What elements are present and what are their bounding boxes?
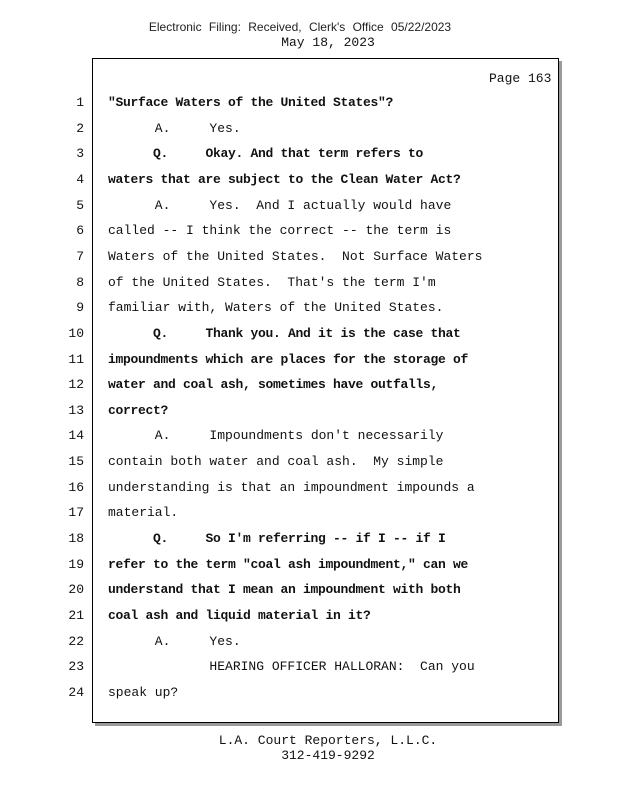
line-number: 7 xyxy=(76,249,84,264)
line-number: 19 xyxy=(68,557,84,572)
transcript-line: Q. So I'm referring -- if I -- if I xyxy=(108,531,446,546)
transcript-line: understand that I mean an impoundment with both xyxy=(108,582,461,597)
transcript-line: HEARING OFFICER HALLORAN: Can you xyxy=(108,659,475,674)
line-number: 3 xyxy=(76,146,84,161)
line-number: 13 xyxy=(68,403,84,418)
transcript-line: A. Yes. xyxy=(108,634,241,649)
line-number: 20 xyxy=(68,582,84,597)
line-number: 12 xyxy=(68,377,84,392)
line-number: 16 xyxy=(68,480,84,495)
transcript-line: Waters of the United States. Not Surface Waters xyxy=(108,249,483,264)
transcript-line: A. Yes. xyxy=(108,121,241,136)
transcript-line: A. Yes. And I actually would have xyxy=(108,198,452,213)
transcript-line: understanding is that an impoundment impounds a xyxy=(108,480,475,495)
transcript-line: Q. Okay. And that term refers to xyxy=(108,146,424,161)
line-number: 2 xyxy=(76,121,84,136)
transcript-line: coal ash and liquid material in it? xyxy=(108,608,371,623)
line-number: 18 xyxy=(68,531,84,546)
line-number: 22 xyxy=(68,634,84,649)
transcript-line: water and coal ash, sometimes have outfalls, xyxy=(108,377,439,392)
page-number: Page 163 xyxy=(489,71,552,86)
transcript-line: speak up? xyxy=(108,685,179,700)
transcript-line: familiar with, Waters of the United States. xyxy=(108,300,444,315)
line-number: 24 xyxy=(68,685,84,700)
transcript-line: contain both water and coal ash. My simple xyxy=(108,454,444,469)
transcript-line: "Surface Waters of the United States"? xyxy=(108,95,394,110)
line-number: 17 xyxy=(68,505,84,520)
line-number: 4 xyxy=(76,172,84,187)
line-number: 14 xyxy=(68,428,84,443)
line-number: 1 xyxy=(76,95,84,110)
transcript-line: impoundments which are places for the storage of xyxy=(108,352,469,367)
line-number: 23 xyxy=(68,659,84,674)
transcript-line: waters that are subject to the Clean Water Act? xyxy=(108,172,461,187)
transcript-line: of the United States. That's the term I'm xyxy=(108,275,436,290)
line-number: 15 xyxy=(68,454,84,469)
transcript-line: A. Impoundments don't necessarily xyxy=(108,428,444,443)
line-number: 8 xyxy=(76,275,84,290)
transcript-line: correct? xyxy=(108,403,169,418)
transcript-line: material. xyxy=(108,505,179,520)
filing-stamp: Electronic Filing: Received, Clerk's Office 05/22/2023 xyxy=(148,20,452,34)
line-number: 9 xyxy=(76,300,84,315)
line-number: 11 xyxy=(68,352,84,367)
line-number: 10 xyxy=(68,326,84,341)
transcript-line: called -- I think the correct -- the term is xyxy=(108,223,452,238)
footer-phone: 312-419-9292 xyxy=(281,748,375,763)
transcript-line: refer to the term "coal ash impoundment," can we xyxy=(108,557,469,572)
footer-company: L.A. Court Reporters, L.L.C. xyxy=(218,733,438,748)
line-number: 5 xyxy=(76,198,84,213)
transcript-line: Q. Thank you. And it is the case that xyxy=(108,326,461,341)
line-number: 21 xyxy=(68,608,84,623)
line-number: 6 xyxy=(76,223,84,238)
transcript-date: May 18, 2023 xyxy=(281,35,375,50)
